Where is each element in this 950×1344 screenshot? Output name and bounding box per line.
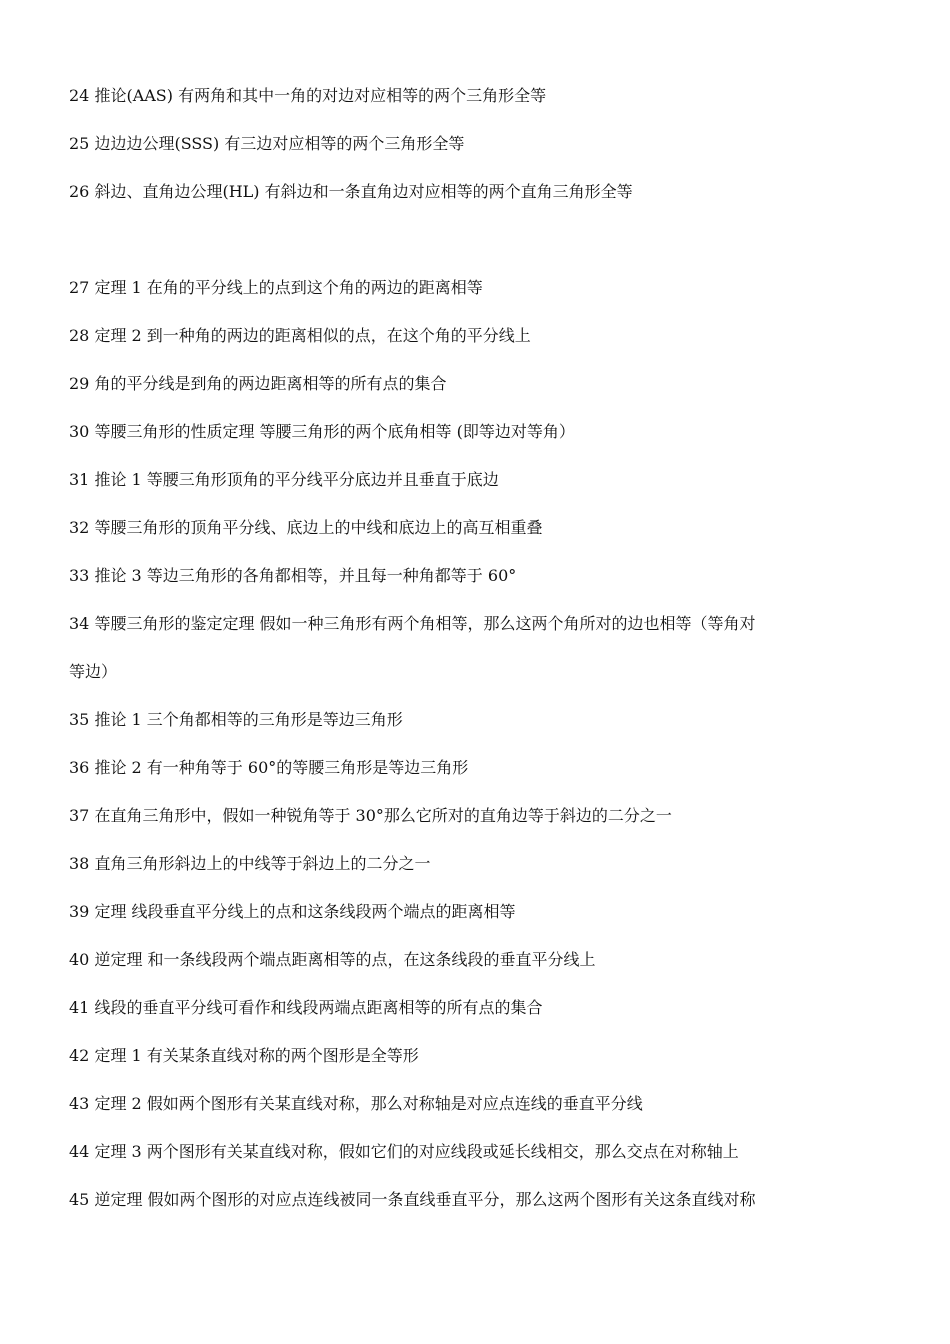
theorem-line-43: 43 定理 2 假如两个图形有关某直线对称，那么对称轴是对应点连线的垂直平分线 [69,1094,643,1113]
theorem-line-45: 45 逆定理 假如两个图形的对应点连线被同一条直线垂直平分，那么这两个图形有关这条直线对称 [69,1190,756,1209]
theorem-line-28: 28 定理 2 到一种角的两边的距离相似的点，在这个角的平分线上 [69,326,531,345]
theorem-line-36: 36 推论 2 有一种角等于 60°的等腰三角形是等边三角形 [69,758,469,777]
theorem-line-44: 44 定理 3 两个图形有关某直线对称，假如它们的对应线段或延长线相交，那么交点在对称轴上 [69,1142,739,1161]
theorem-line-37: 37 在直角三角形中，假如一种锐角等于 30°那么它所对的直角边等于斜边的二分之一 [69,806,672,825]
theorem-line-35: 35 推论 1 三个角都相等的三角形是等边三角形 [69,710,403,729]
theorem-list [69,72,889,1224]
theorem-line-33: 33 推论 3 等边三角形的各角都相等，并且每一种角都等于 60° [69,566,517,585]
theorem-line-32: 32 等腰三角形的顶角平分线、底边上的中线和底边上的高互相重叠 [69,518,543,537]
theorem-line-38: 38 直角三角形斜边上的中线等于斜边上的二分之一 [69,854,431,873]
theorem-line-26: 26 斜边、直角边公理(HL) 有斜边和一条直角边对应相等的两个直角三角形全等 [69,182,633,201]
theorem-line-42: 42 定理 1 有关某条直线对称的两个图形是全等形 [69,1046,419,1065]
theorem-line-39: 39 定理 线段垂直平分线上的点和这条线段两个端点的距离相等 [69,902,516,921]
theorem-line-34: 34 等腰三角形的鉴定定理 假如一种三角形有两个角相等，那么这两个角所对的边也相等（等角对 [69,614,756,633]
theorem-line-29: 29 角的平分线是到角的两边距离相等的所有点的集合 [69,374,447,393]
theorem-line-27: 27 定理 1 在角的平分线上的点到这个角的两边的距离相等 [69,278,483,297]
theorem-line-31: 31 推论 1 等腰三角形顶角的平分线平分底边并且垂直于底边 [69,470,499,489]
theorem-line-30: 30 等腰三角形的性质定理 等腰三角形的两个底角相等 (即等边对等角） [69,422,575,441]
theorem-line-24: 24 推论(AAS) 有两角和其中一角的对边对应相等的两个三角形全等 [69,86,547,105]
theorem-line-41: 41 线段的垂直平分线可看作和线段两端点距离相等的所有点的集合 [69,998,543,1017]
theorem-line-34-continued: 等边） [69,662,118,681]
theorem-line-40: 40 逆定理 和一条线段两个端点距离相等的点，在这条线段的垂直平分线上 [69,950,596,969]
theorem-line-25: 25 边边边公理(SSS) 有三边对应相等的两个三角形全等 [69,134,465,153]
